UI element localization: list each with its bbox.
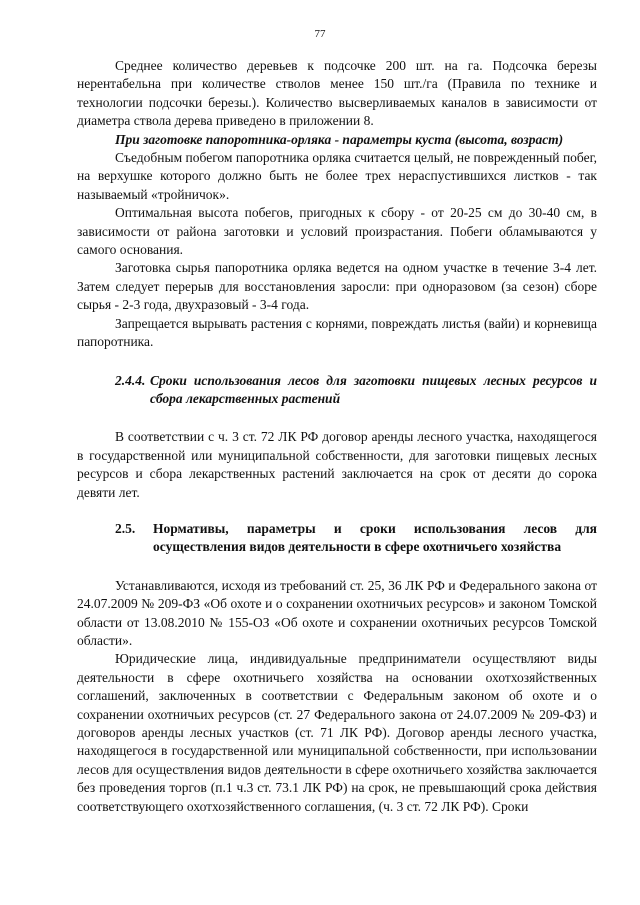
page-number: 77: [314, 28, 326, 40]
paragraph-hunting-agreements: Юридические лица, индивидуальные предприниматели осуществляют виды деятельности в сфере охотничьего хозяйства на основании охотхозяйственных соглашений, заключенных в соответствии с Федеральным законом об охоте и о сохранении охотничьих ресурсов (ст. 27 Федерального закона от 24.07.2009 № 209-ФЗ) и договоров аренды лесных участков (ст. 71 ЛК РФ). Договор аренды лесного участка, находящегося в государственной или муниципальной собственности, при использовании лесов для осуществления видов деятельности в сфере охотничьего хозяйства заключается без проведения торгов (п.1 ч.3 ст. 73.1 ЛК РФ) на срок, не превышающий срока действия соответствующего охотхозяйственного соглашения, (ч. 3 ст. 72 ЛК РФ). Сроки: [77, 651, 597, 814]
paragraph-shoot-height: Оптимальная высота побегов, пригодных к сбору - от 20-25 см до 30-40 см, в зависимости от района заготовки и условий произрастания. Побеги обламываются у самого основания.: [77, 205, 597, 258]
document-body: [77, 57, 597, 816]
section-heading-2-5: [115, 520, 597, 557]
section-number: 2.5.: [115, 520, 136, 536]
section-title: Нормативы, параметры и сроки использования лесов для осуществления видов деятельности в сфере охотничьего хозяйства: [153, 520, 597, 555]
section-title: Сроки использования лесов для заготовки пищевых лесных ресурсов и сбора лекарственных растений: [150, 372, 597, 406]
paragraph-prohibition: Запрещается вырывать растения с корнями, повреждать листья (вайи) и корневища папоротника.: [77, 315, 597, 350]
section-number: 2.4.4.: [115, 372, 146, 388]
paragraph-harvest-cycle: Заготовка сырья папоротника орляка ведется на одном участке в течение 3-4 лет. Затем следует перерыв для восстановления заросли: при одноразовом (за сезон) сборе сырья - 2-3 года, двухразовый - 3-4 года.: [77, 260, 597, 313]
paragraph-lease-term-food-resources: В соответствии с ч. 3 ст. 72 ЛК РФ договор аренды лесного участка, находящегося в государственной или муниципальной собственности, для заготовки пищевых лесных ресурсов и сбора лекарственных растений заключается на срок от десяти до сорока девяти лет.: [77, 429, 597, 500]
paragraph-edible-shoot: Съедобным побегом папоротника орляка считается целый, не поврежденный побег, на верхушке которого должно быть не более трех нераспустившихся листков - так называемый «тройничок».: [77, 150, 597, 202]
paragraph-hunting-law-basis: Устанавливаются, исходя из требований ст. 25, 36 ЛК РФ и Федерального закона от 24.07.2009 № 209-ФЗ «Об охоте и о сохранении охотничьих ресурсов» и законом Томской области от 13.08.2010 № 155-ОЗ «Об охоте и сохранении охотничьих ресурсов Томской области».: [77, 577, 597, 648]
subheading-bracken-fern: При заготовке папоротника-орляка - параметры куста (высота, возраст): [115, 131, 564, 147]
section-heading-2-4-4: [115, 372, 597, 409]
paragraph-tapping-density: Среднее количество деревьев к подсочке 200 шт. на га. Подсочка березы нерентабельна при количестве стволов менее 150 шт./га (Правила по технике и технологии подсочки березы.). Количество высверливаемых каналов в зависимости от диаметра ствола дерева приведено в приложении 8.: [77, 58, 597, 129]
